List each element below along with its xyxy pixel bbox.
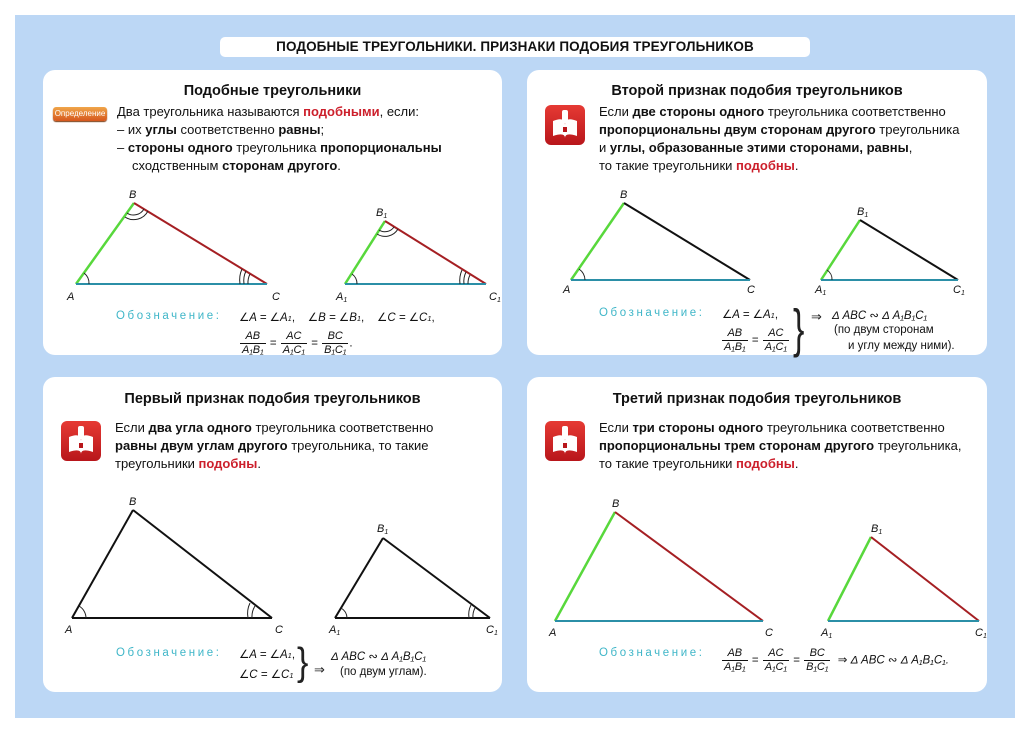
- theorem-line-1: Если три стороны одного треугольника соответственно: [599, 420, 945, 435]
- svg-text:A: A: [563, 284, 571, 296]
- criterion-note-2: и углу между ними).: [848, 340, 955, 352]
- notation-label: Обозначение:: [116, 647, 222, 659]
- theorem-line-4: то такие треугольники подобны.: [599, 158, 799, 173]
- poster-background: [15, 15, 1015, 718]
- panel-similar-triangles: [43, 70, 502, 355]
- side-b1c1: [385, 221, 486, 284]
- svg-text:B: B: [612, 498, 620, 510]
- notation-label: Обозначение:: [116, 310, 222, 322]
- panel-second-criterion: [527, 70, 987, 359]
- implies-arrow: ⇒: [314, 662, 325, 677]
- panel-first-criterion: [43, 377, 502, 692]
- fraction: $\frac{AB}{\text{A₁B₁}}$: [724, 327, 746, 353]
- triangles-figure: [527, 377, 987, 692]
- svg-text:A1: A1: [821, 627, 833, 640]
- svg-text:C: C: [765, 627, 773, 639]
- svg-text:A: A: [65, 624, 73, 636]
- theorem-line-2: пропорциональны трем сторонам другого треугольника,: [599, 438, 962, 453]
- similarity-result: Δ ABC ∾ Δ A₁B₁C₁: [331, 651, 427, 663]
- theorem-line-3: треугольники подобны.: [115, 456, 261, 471]
- triangles-figure: [43, 377, 502, 692]
- side-bc: [134, 203, 267, 284]
- theorem-line-2: равны двум углам другого треугольника, то такие: [115, 438, 429, 453]
- svg-text:A1: A1: [815, 284, 827, 297]
- definition-line-3: – стороны одного треугольника пропорциональны: [117, 140, 442, 155]
- implies-arrow: ⇒: [811, 309, 822, 324]
- theorem-line-2: пропорциональны двум сторонам другого треугольника: [599, 122, 960, 137]
- angle-c-arc: [248, 274, 250, 284]
- svg-text:C: C: [275, 624, 283, 636]
- svg-text:C1: C1: [953, 284, 965, 297]
- fraction: $\frac{AB}{\text{A₁B₁}}$: [242, 330, 264, 356]
- svg-text:B: B: [129, 496, 137, 508]
- vertex-b1-label: B1: [376, 207, 388, 220]
- fraction: $\frac{AC}{\text{A₁C₁}}$: [764, 327, 787, 353]
- fraction: $\frac{AB}{\text{A₁B₁}}$: [724, 647, 746, 673]
- vertex-b-label: B: [129, 189, 137, 201]
- definition-line-4: сходственным сторонам другого.: [132, 158, 341, 173]
- svg-text:C1: C1: [975, 627, 987, 640]
- svg-text:B1: B1: [871, 523, 883, 536]
- similarity-result: Δ ABC ∾ Δ A₁B₁C₁: [832, 310, 928, 322]
- fraction: $\frac{AC}{\text{A₁C₁}}$: [764, 647, 787, 673]
- panel-title: Второй признак подобия треугольников: [611, 83, 903, 99]
- svg-text:B1: B1: [857, 206, 869, 219]
- svg-text:B: B: [620, 189, 628, 201]
- angle-a-arc: [84, 273, 89, 284]
- side-ab: [76, 203, 134, 284]
- notation-angle-c: ∠C = ∠C1: [239, 669, 294, 681]
- vertex-a-label: A: [67, 291, 75, 303]
- vertex-c1-label: C1: [489, 291, 501, 304]
- fraction: $\frac{BC}{\text{B₁C₁}}$: [324, 330, 347, 356]
- notation-angles: ∠A = ∠A1, ∠B = ∠B1, ∠C = ∠C1,: [239, 312, 435, 324]
- panel-third-criterion: [527, 377, 987, 692]
- panel-title: Третий признак подобия треугольников: [612, 391, 902, 407]
- vertex-a1-label: A1: [336, 291, 348, 304]
- notation-angle-a: ∠A = ∠A1,: [239, 649, 296, 661]
- notation-proportion: $\frac{AB}{\text{A₁B₁}}$ = $\frac{AC}{\text{A₁C₁}}$ = $\frac{BC}{\text{B₁C₁}}$ ⇒ Δ ABC ∾ Δ A₁B₁C₁.: [724, 647, 949, 673]
- definition-line-2: – их углы соответственно равны;: [117, 122, 325, 137]
- right-brace: }: [297, 640, 309, 685]
- svg-text:C: C: [747, 284, 755, 296]
- theorem-line-3: и углы, образованные этими сторонами, равны,: [599, 140, 913, 155]
- right-brace: }: [793, 299, 805, 359]
- criterion-note-1: (по двум сторонам: [834, 324, 934, 336]
- svg-text:A: A: [549, 627, 557, 639]
- svg-text:A1: A1: [329, 624, 341, 637]
- definition-badge: Определение: [53, 107, 107, 121]
- theorem-line-1: Если два угла одного треугольника соответственно: [115, 420, 434, 435]
- notation-angle: ∠A = ∠A1,: [722, 309, 779, 321]
- page-title: ПОДОБНЫЕ ТРЕУГОЛЬНИКИ. ПРИЗНАКИ ПОДОБИЯ ТРЕУГОЛЬНИКОВ: [220, 37, 810, 57]
- notation-label: Обозначение:: [599, 647, 705, 659]
- definition-line-1: Два треугольника называются подобными, если:: [117, 104, 420, 119]
- panel-title: Первый признак подобия треугольников: [124, 391, 421, 407]
- theorem-line-3: то такие треугольники подобны.: [599, 456, 799, 471]
- notation-proportion: $\frac{AB}{\text{A₁B₁}}$ = $\frac{AC}{\text{A₁C₁}}$ = $\frac{BC}{\text{B₁C₁}}$ .: [242, 330, 353, 356]
- fraction: $\frac{BC}{\text{B₁C₁}}$: [806, 647, 829, 673]
- criterion-note: (по двум углам).: [340, 666, 427, 678]
- fraction: $\frac{AC}{\text{A₁C₁}}$: [282, 330, 305, 356]
- notation-label: Обозначение:: [599, 307, 705, 319]
- notation-proportion: $\frac{AB}{\text{A₁B₁}}$ = $\frac{AC}{\text{A₁C₁}}$: [724, 327, 787, 353]
- similarity-result: Δ ABC ∾ Δ A₁B₁C₁.: [850, 654, 949, 667]
- panel-title: Подобные треугольники: [183, 83, 362, 99]
- svg-text:B1: B1: [377, 523, 389, 536]
- svg-text:C1: C1: [486, 624, 498, 637]
- vertex-c-label: C: [272, 291, 280, 303]
- theorem-line-1: Если две стороны одного треугольника соответственно: [599, 104, 946, 119]
